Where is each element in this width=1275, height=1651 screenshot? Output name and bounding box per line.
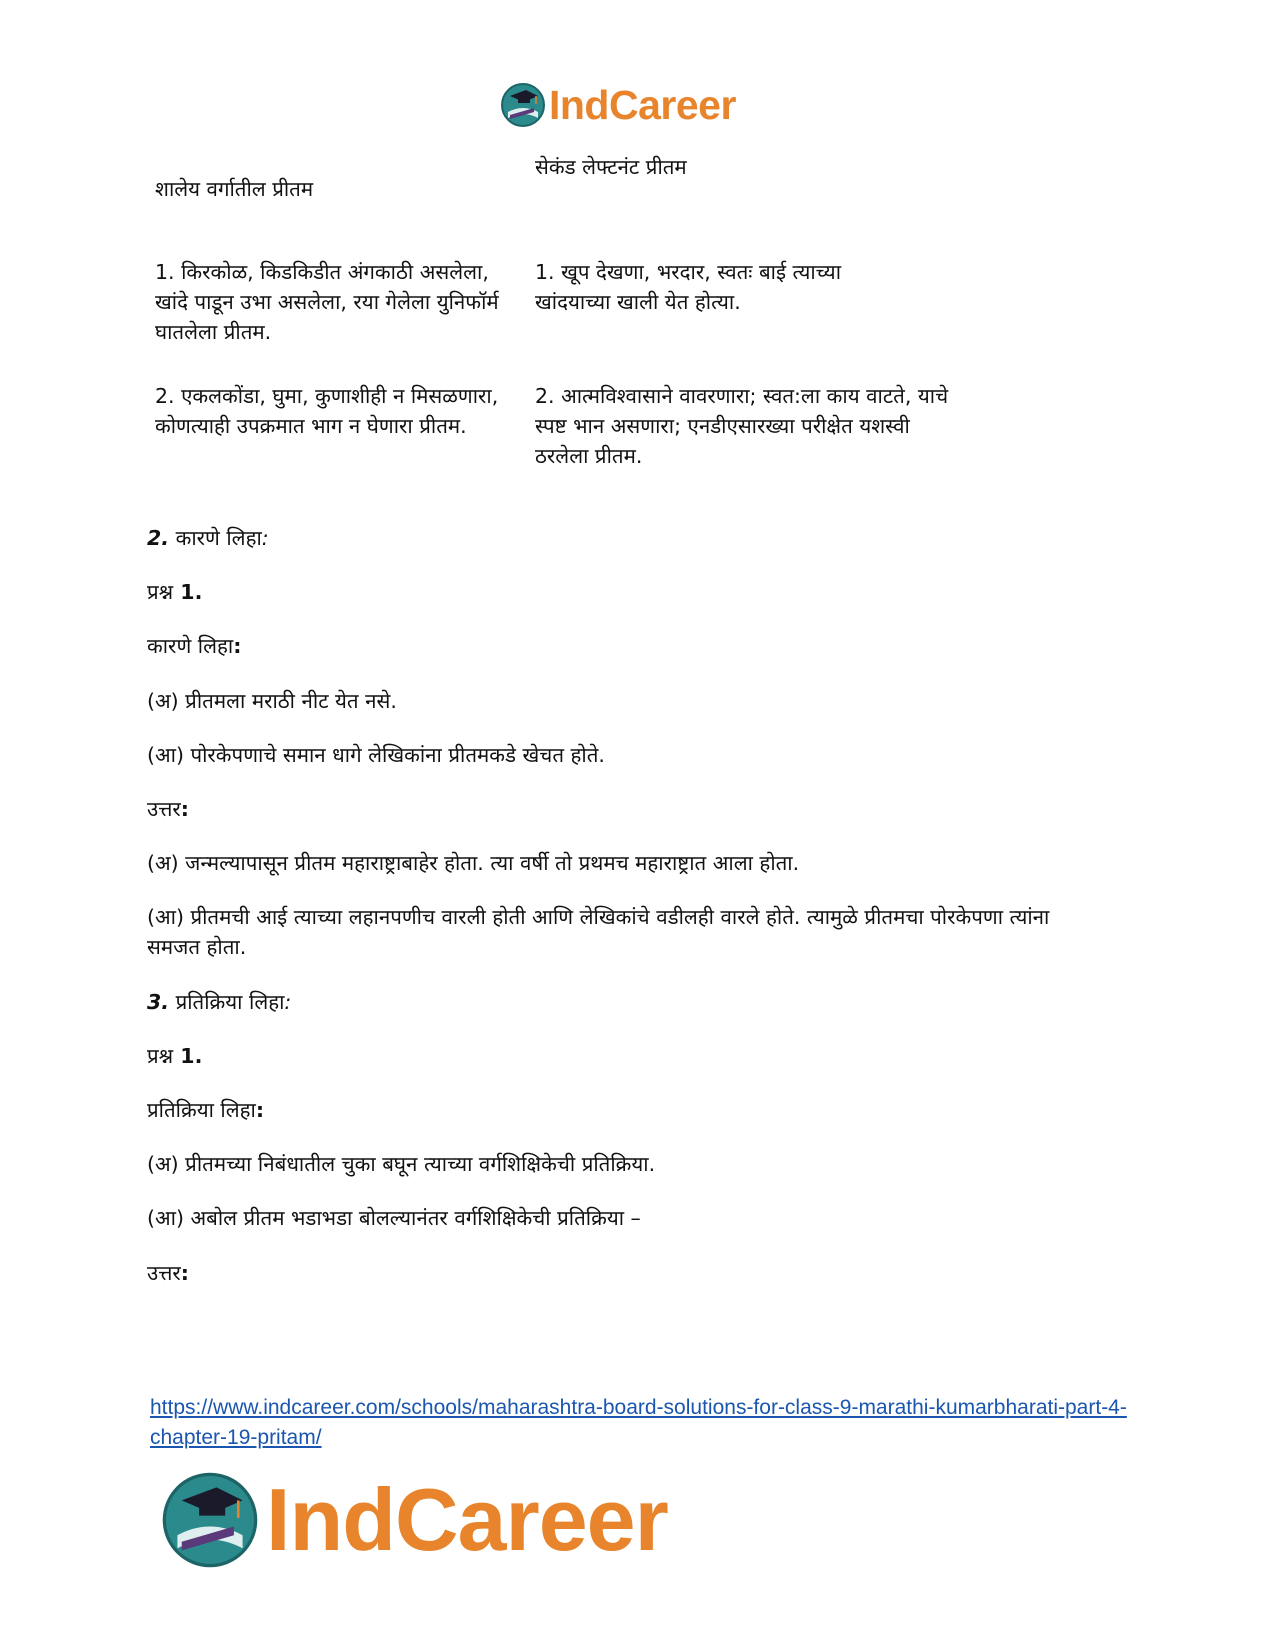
section2-item-b: (आ) पोरकेपणाचे समान धागे लेखिकांना प्रीतमकडे खेचत होते. bbox=[147, 743, 605, 767]
table-row2-left: 2. एकलकोंडा, घुमा, कुणाशीही न मिसळणारा, कोणत्याही उपक्रमात भाग न घेणारा प्रीतम. bbox=[155, 384, 499, 438]
section3-item-a: (अ) प्रीतमच्या निबंधातील चुका बघून त्याच्या वर्गशिक्षिकेची प्रतिक्रिया. bbox=[147, 1152, 656, 1176]
table-row1-right: 1. खूप देखणा, भरदार, स्वतः बाई त्याच्या खांदयाच्या खाली येत होत्या. bbox=[535, 260, 842, 314]
section2-question bbox=[147, 577, 202, 607]
table-row1-left: 1. किरकोळ, किडकिडीत अंगकाठी असलेला, खांदे पाडून उभा असलेला, रया गेलेला युनिफॉर्म घातलेला प्रीतम. bbox=[155, 260, 499, 344]
footer-logo-text: IndCareer bbox=[266, 1470, 668, 1569]
section2-item-a: (अ) प्रीतमला मराठी नीट येत नसे. bbox=[147, 689, 397, 713]
section2-heading bbox=[147, 523, 269, 553]
section2-answer-text: उत्तर bbox=[147, 797, 181, 821]
chapter-url-link[interactable]: https://www.indcareer.com/schools/maharashtra-board-solutions-for-class-9-marathi-kumarbharati-part-4-chapter-19-pritam/ bbox=[150, 1396, 1127, 1449]
section2-prompt-colon: : bbox=[233, 634, 242, 658]
section3-prompt bbox=[147, 1095, 264, 1125]
section3-prompt-text: प्रतिक्रिया लिहा bbox=[147, 1098, 256, 1122]
table-col1-header: शालेय वर्गातील प्रीतम bbox=[155, 177, 314, 201]
table-col2-header: सेकंड लेफ्टनंट प्रीतम bbox=[535, 155, 687, 179]
section3-answer-colon: : bbox=[180, 1261, 189, 1285]
section3-prompt-colon: : bbox=[255, 1098, 265, 1122]
section3-item-b: (आ) अबोल प्रीतम भडाभडा बोलल्यानंतर वर्गशिक्षिकेची प्रतिक्रिया – bbox=[147, 1206, 641, 1230]
section3-answer-text: उत्तर bbox=[147, 1261, 181, 1285]
section3-question bbox=[147, 1041, 202, 1071]
section3-number: 3. bbox=[147, 990, 170, 1014]
section3-colon: : bbox=[284, 990, 292, 1014]
section2-prompt-text: कारणे लिहा bbox=[147, 634, 234, 658]
section2-answer-colon: : bbox=[180, 797, 189, 821]
section2-prompt bbox=[147, 631, 241, 661]
header-logo-text: IndCareer bbox=[549, 81, 736, 128]
graduation-globe-icon bbox=[160, 1470, 260, 1570]
section3-answer-label bbox=[147, 1258, 189, 1288]
section3-question-word: प्रश्न bbox=[147, 1044, 174, 1068]
section2-colon: : bbox=[261, 526, 269, 550]
section2-answer-a: (अ) जन्मल्यापासून प्रीतम महाराष्ट्राबाहेर होता. त्या वर्षी तो प्रथमच महाराष्ट्रात आला होता. bbox=[147, 851, 800, 875]
section2-question-word: प्रश्न bbox=[147, 580, 174, 604]
section2-question-number: 1. bbox=[173, 580, 203, 604]
graduation-globe-icon bbox=[500, 82, 546, 128]
table-row2-right: 2. आत्मविश्वासाने वावरणारा; स्वत:ला काय वाटते, याचे स्पष्ट भान असणारा; एनडीएसारख्या परीक्षेत यशस्वी ठरलेला प्रीतम. bbox=[535, 384, 949, 468]
section2-answer-b: (आ) प्रीतमची आई त्याच्या लहानपणीच वारली होती आणि लेखिकांचे वडीलही वारले होते. त्यामुळे प्रीतमचा पोरकेपणा त्यांना समजत होता. bbox=[147, 905, 1050, 959]
section2-answer-label bbox=[147, 794, 189, 824]
section3-heading bbox=[147, 987, 291, 1017]
section2-number: 2. bbox=[147, 526, 170, 550]
footer-logo bbox=[160, 1468, 668, 1572]
section3-question-number: 1. bbox=[173, 1044, 203, 1068]
section2-title: कारणे लिहा bbox=[169, 526, 262, 550]
section3-title: प्रतिक्रिया लिहा bbox=[169, 990, 285, 1014]
header-logo bbox=[500, 82, 736, 128]
